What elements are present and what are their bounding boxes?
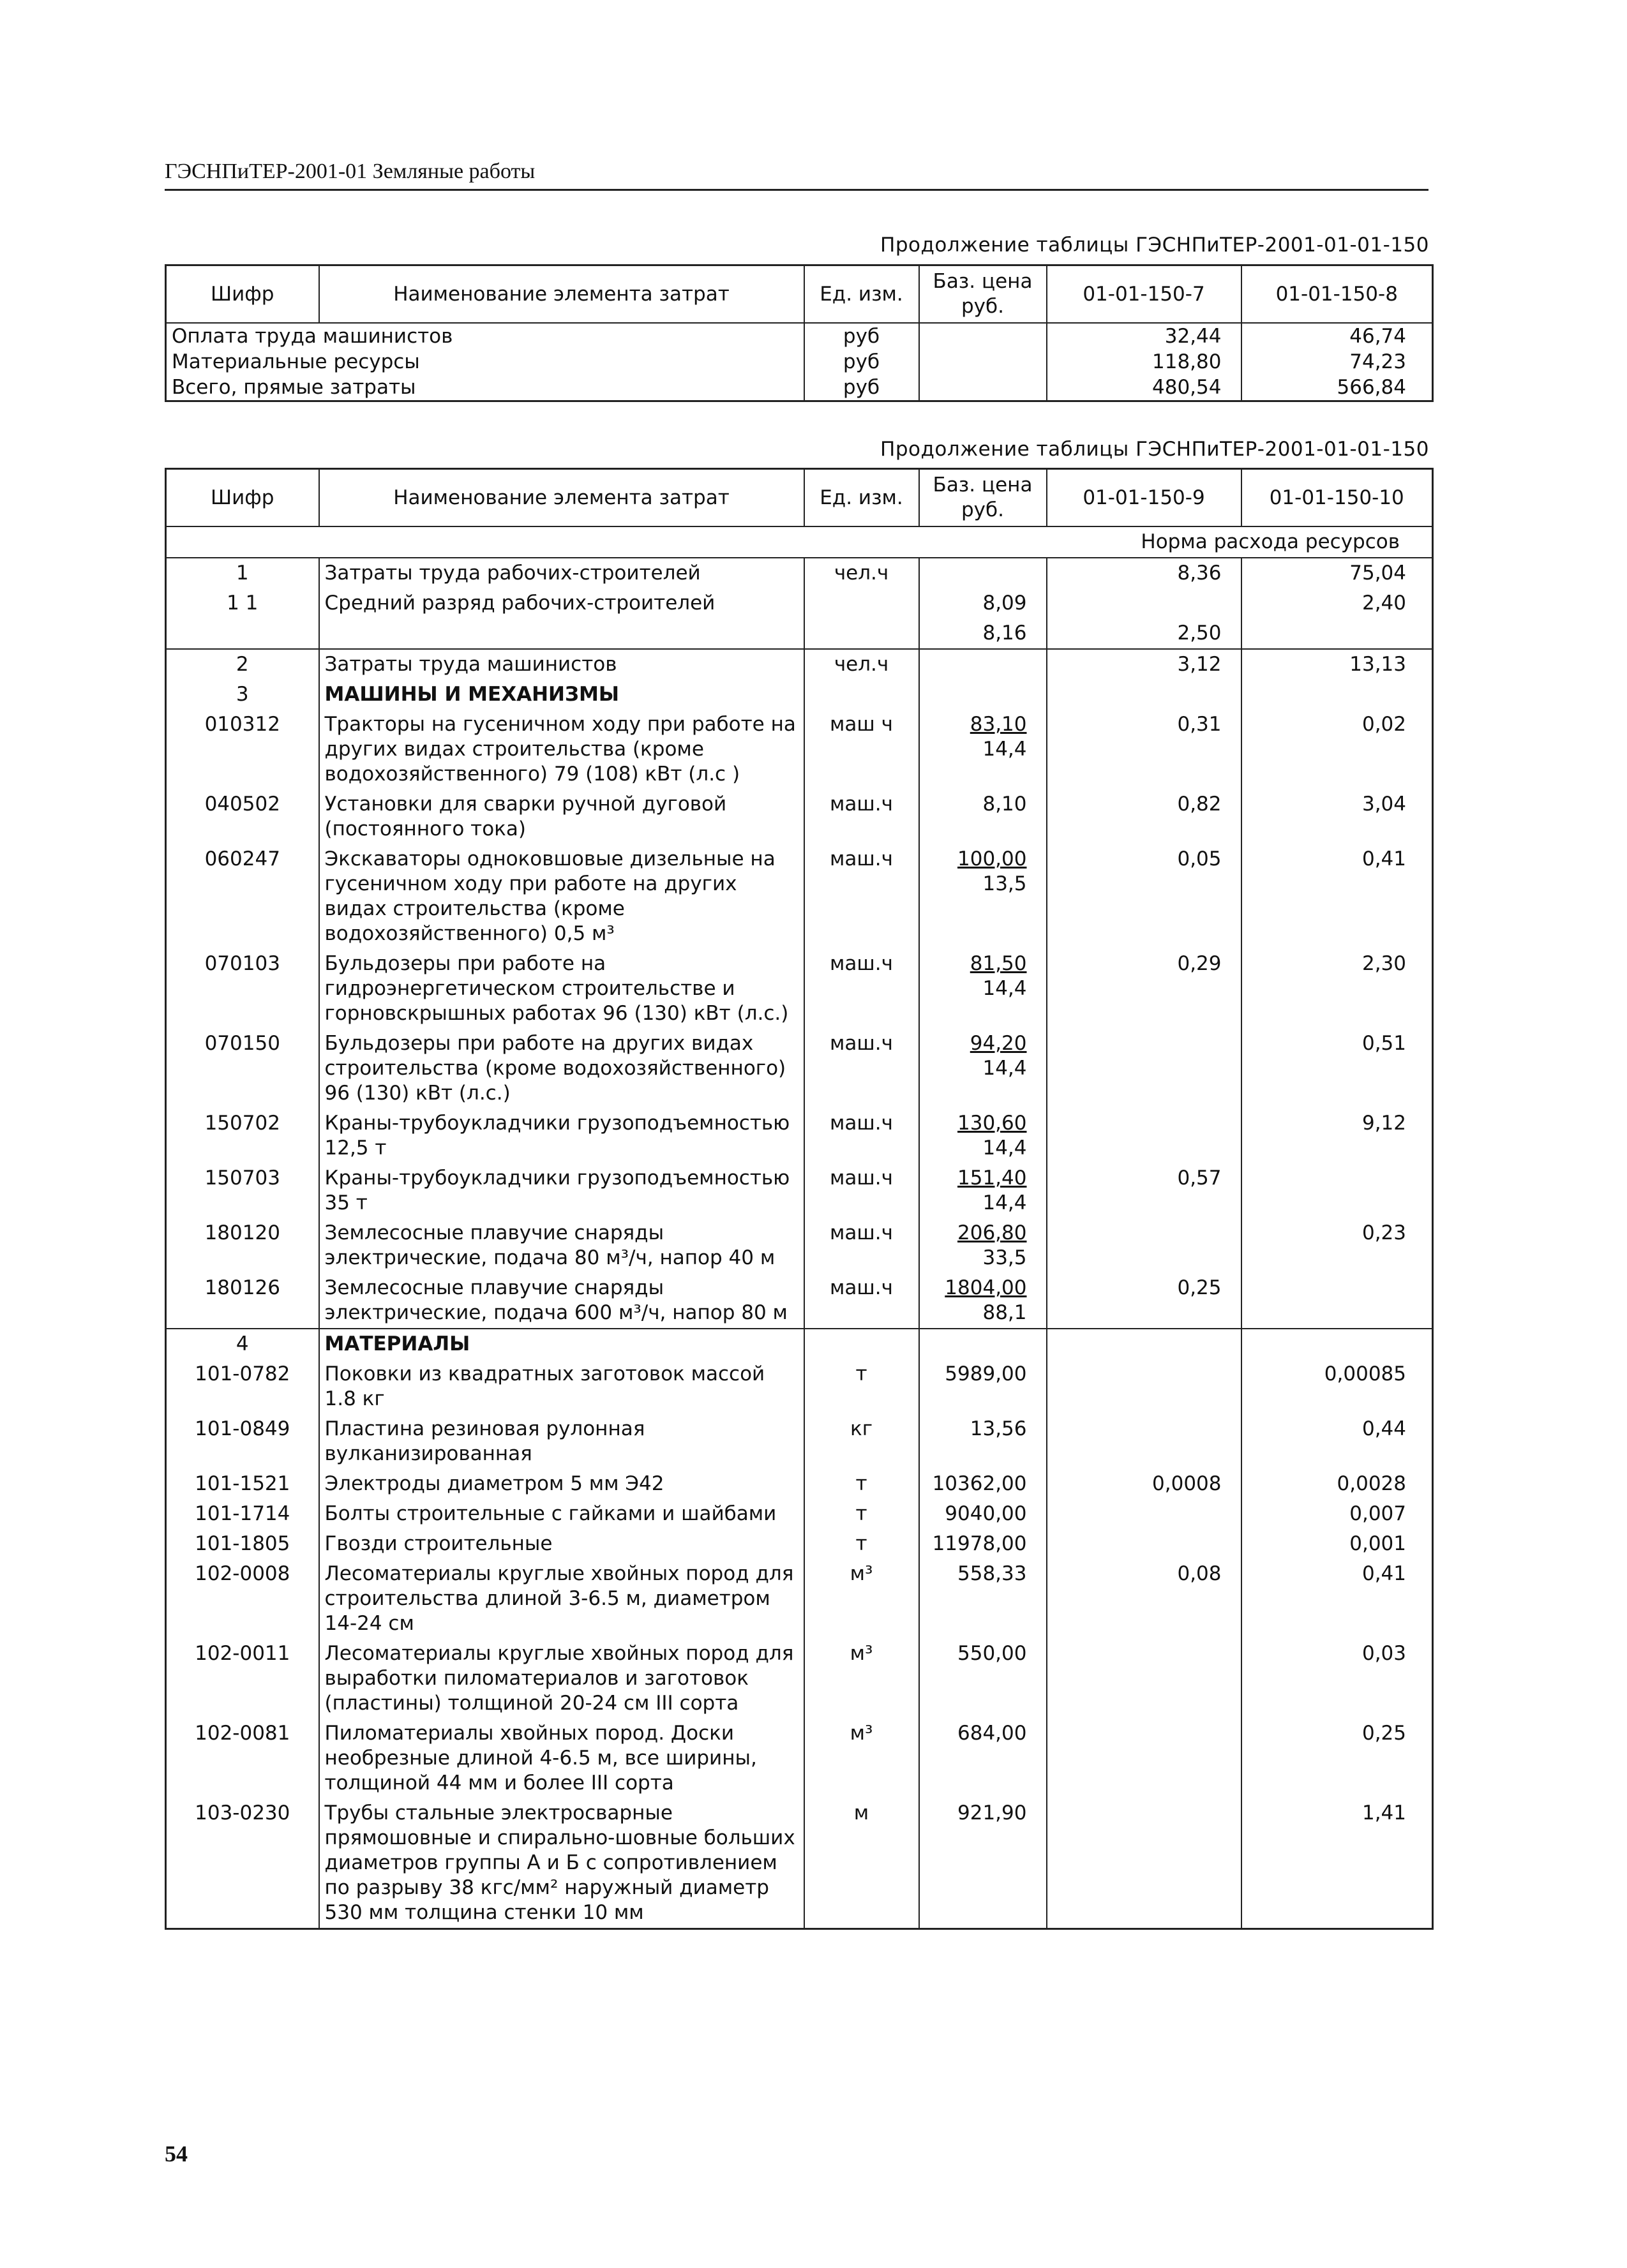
row-price [919,949,1047,1029]
row-price [919,680,1047,710]
row-value-1: 480,54 [1047,375,1241,401]
row-value-1 [1047,1359,1241,1414]
row-price [919,1108,1047,1163]
row-value-2 [1241,618,1433,649]
row-unit [804,618,919,649]
row-unit: маш.ч [804,1273,919,1329]
row-price [919,1639,1047,1719]
price-value: 206,80 [957,1221,1027,1244]
row-value-1: 0,08 [1047,1559,1241,1639]
row-value-1: 3,12 [1047,649,1241,680]
table-row [166,1499,1433,1529]
row-unit: маш.ч [804,949,919,1029]
table-row [166,1469,1433,1499]
row-code: 103-0230 [195,1802,290,1824]
row-value-1: 8,36 [1047,558,1241,588]
row-value-1 [1047,1029,1241,1108]
table-row [166,323,1433,349]
row-unit: м³ [804,1639,919,1719]
price-value: 921,90 [957,1802,1027,1824]
row-code: 102-0011 [195,1642,290,1665]
row-value-2: 2,40 [1241,588,1433,618]
row-price [919,323,1047,349]
col-header-name: Наименование элемента затрат [319,265,804,324]
col-header-v2: 01-01-150-8 [1241,265,1433,324]
row-code: 180126 [204,1276,280,1299]
row-value-1 [1047,1798,1241,1929]
table-row [166,1163,1433,1218]
table1-summary [165,264,1434,402]
col-header-name: Наименование элемента затрат [319,469,804,527]
row-price [919,1798,1047,1929]
table2-caption: Продолжение таблицы ГЭСНПиТЕР-2001-01-01-150 [880,438,1429,461]
table-row [166,588,1433,618]
table-row [166,1218,1433,1273]
col-header-unit: Ед. изм. [804,265,919,324]
row-price [919,1273,1047,1329]
row-value-1 [1047,1218,1241,1273]
row-price [919,1559,1047,1639]
row-name: МАТЕРИАЛЫ [319,1329,804,1359]
row-value-1: 0,05 [1047,844,1241,949]
row-name: Установки для сварки ручной дуговой (постоянного тока) [319,789,804,844]
row-name: Оплата труда машинистов [172,325,453,348]
table-row [166,789,1433,844]
row-name: Гвозди строительные [319,1529,804,1559]
table-row [166,558,1433,588]
row-code: 102-0081 [195,1722,290,1745]
row-name: Краны-трубоукладчики грузоподъемностью 35 т [319,1163,804,1218]
row-value-2: 0,02 [1241,710,1433,789]
row-code: 4 [236,1332,249,1355]
price-value: 558,33 [957,1562,1027,1585]
row-value-2: 9,12 [1241,1108,1433,1163]
row-code: 010312 [204,713,280,736]
col-header-code: Шифр [166,265,319,324]
table-row [166,1414,1433,1469]
row-price [919,588,1047,618]
price-secondary: 14,4 [982,1057,1027,1080]
table-row [166,1029,1433,1108]
row-unit: м³ [804,1719,919,1798]
row-price [919,1359,1047,1414]
row-name: Затраты труда машинистов [319,649,804,680]
table2-header-row [166,469,1433,527]
row-value-2 [1241,1273,1433,1329]
row-unit: т [804,1469,919,1499]
row-name: Трубы стальные электросварные прямошовные и спирально-шовные больших диаметров группы А и Б с сопротивлением по разрыву 38 кгс/мм² наружный диаметр 530 мм толщина стенки 10 мм [319,1798,804,1929]
row-code: 150703 [204,1167,280,1190]
row-value-2: 0,0028 [1241,1469,1433,1499]
price-secondary: 88,1 [982,1301,1027,1324]
row-price [919,1163,1047,1218]
price-value: 8,09 [982,592,1027,615]
row-value-2 [1241,1329,1433,1359]
row-name: Средний разряд рабочих-строителей [319,588,804,618]
row-unit [804,1329,919,1359]
row-unit [804,680,919,710]
row-value-1 [1047,1639,1241,1719]
row-value-1: 0,57 [1047,1163,1241,1218]
row-code: 060247 [204,847,280,870]
row-value-1: 118,80 [1047,349,1241,375]
row-name [319,618,804,649]
price-value: 11978,00 [932,1532,1027,1555]
row-value-1 [1047,588,1241,618]
row-value-2: 46,74 [1241,323,1433,349]
table-row [166,1559,1433,1639]
row-name: Пиломатериалы хвойных пород. Доски необрезные длиной 4-6.5 м, все ширины, толщиной 44 мм и более III сорта [319,1719,804,1798]
row-price [919,1029,1047,1108]
row-unit: м³ [804,1559,919,1639]
row-name: Затраты труда рабочих-строителей [319,558,804,588]
col-header-price: Баз. цена руб. [919,265,1047,324]
price-secondary: 14,4 [982,977,1027,1000]
price-value: 684,00 [957,1722,1027,1745]
norm-label-row [166,526,1433,558]
row-unit: маш.ч [804,1029,919,1108]
table-row [166,649,1433,680]
row-price [919,375,1047,401]
row-name: Землесосные плавучие снаряды электрические, подача 600 м³/ч, напор 80 м [319,1273,804,1329]
row-value-1: 0,29 [1047,949,1241,1029]
row-price [919,349,1047,375]
price-value: 550,00 [957,1642,1027,1665]
price-secondary: 14,4 [982,1137,1027,1160]
row-code: 1 1 [227,592,259,615]
row-name: Экскаваторы одноковшовые дизельные на гусеничном ходу при работе на других видах строительства (кроме водохозяйственного) 0,5 м³ [319,844,804,949]
row-value-1 [1047,1719,1241,1798]
row-name: Тракторы на гусеничном ходу при работе на других видах строительства (кроме водохозяйственного) 79 (108) кВт (л.с ) [319,710,804,789]
price-value: 8,16 [982,622,1027,645]
table-row [166,1273,1433,1329]
price-secondary: 14,4 [982,738,1027,761]
row-unit: маш.ч [804,789,919,844]
row-value-1 [1047,1329,1241,1359]
row-value-2: 0,007 [1241,1499,1433,1529]
row-value-2: 0,00085 [1241,1359,1433,1414]
table-row [166,1798,1433,1929]
row-value-1: 0,31 [1047,710,1241,789]
table-row [166,710,1433,789]
table-row [166,349,1433,375]
row-price [919,1414,1047,1469]
row-value-2: 0,44 [1241,1414,1433,1469]
row-unit: т [804,1529,919,1559]
row-value-1 [1047,1529,1241,1559]
running-header: ГЭСНПиТЕР-2001-01 Земляные работы [165,160,1428,191]
row-price [919,649,1047,680]
row-unit: маш.ч [804,1218,919,1273]
row-code: 180120 [204,1221,280,1244]
table-row [166,1329,1433,1359]
row-value-1 [1047,680,1241,710]
row-unit: руб [804,349,919,375]
price-value: 151,40 [957,1167,1027,1190]
row-unit: чел.ч [804,649,919,680]
table1-caption: Продолжение таблицы ГЭСНПиТЕР-2001-01-01-150 [880,234,1429,257]
row-price [919,1329,1047,1359]
row-value-1: 2,50 [1047,618,1241,649]
row-unit: чел.ч [804,558,919,588]
row-name: МАШИНЫ И МЕХАНИЗМЫ [319,680,804,710]
table-row [166,1639,1433,1719]
row-code: 101-0849 [195,1417,290,1440]
table-row [166,844,1433,949]
row-unit: руб [804,375,919,401]
row-code: 040502 [204,793,280,816]
price-secondary: 14,4 [982,1191,1027,1214]
row-price [919,1529,1047,1559]
row-value-2: 0,51 [1241,1029,1433,1108]
row-name: Бульдозеры при работе на других видах строительства (кроме водохозяйственного) 96 (130) кВт (л.с.) [319,1029,804,1108]
norm-label: Норма расхода ресурсов [166,526,1433,558]
row-unit [804,588,919,618]
row-code: 070150 [204,1032,280,1055]
row-value-2: 566,84 [1241,375,1433,401]
table-row [166,618,1433,649]
price-secondary: 33,5 [982,1246,1027,1269]
row-unit: т [804,1499,919,1529]
table-row [166,1529,1433,1559]
row-name: Поковки из квадратных заготовок массой 1.8 кг [319,1359,804,1414]
row-price [919,618,1047,649]
row-value-2: 2,30 [1241,949,1433,1029]
table-row [166,1108,1433,1163]
row-value-1 [1047,1414,1241,1469]
price-value: 13,56 [970,1417,1027,1440]
row-unit: маш.ч [804,844,919,949]
col-header-price: Баз. цена руб. [919,469,1047,527]
row-price [919,1218,1047,1273]
price-value: 100,00 [957,847,1027,870]
row-code: 3 [236,683,249,706]
row-code: 150702 [204,1112,280,1135]
col-header-unit: Ед. изм. [804,469,919,527]
price-secondary: 13,5 [982,872,1027,895]
row-name: Материальные ресурсы [172,350,420,373]
row-name: Краны-трубоукладчики грузоподъемностью 12,5 т [319,1108,804,1163]
row-name: Пластина резиновая рулонная вулканизированная [319,1414,804,1469]
row-value-1: 0,0008 [1047,1469,1241,1499]
row-code: 070103 [204,952,280,975]
row-name: Болты строительные с гайками и шайбами [319,1499,804,1529]
row-unit: кг [804,1414,919,1469]
row-value-2: 0,23 [1241,1218,1433,1273]
row-code [166,618,319,649]
row-code: 2 [236,653,249,676]
page-number: 54 [165,2141,188,2167]
table-row [166,680,1433,710]
row-value-1: 0,25 [1047,1273,1241,1329]
row-value-2: 0,41 [1241,844,1433,949]
row-price [919,558,1047,588]
price-value: 5989,00 [945,1362,1027,1385]
price-value: 130,60 [957,1112,1027,1135]
row-price [919,789,1047,844]
row-value-1 [1047,1108,1241,1163]
row-value-2: 13,13 [1241,649,1433,680]
row-name: Бульдозеры при работе на гидроэнергетическом строительстве и горновскрышных работах 96 (130) кВт (л.с.) [319,949,804,1029]
table1-header-row [166,265,1433,324]
row-price [919,710,1047,789]
row-value-1: 32,44 [1047,323,1241,349]
row-name: Землесосные плавучие снаряды электрические, подача 80 м³/ч, напор 40 м [319,1218,804,1273]
row-price [919,1469,1047,1499]
col-header-code: Шифр [166,469,319,527]
row-unit: руб [804,323,919,349]
row-value-2: 75,04 [1241,558,1433,588]
row-code: 102-0008 [195,1562,290,1585]
col-header-v1: 01-01-150-7 [1047,265,1241,324]
price-value: 94,20 [970,1032,1027,1055]
table1-body [166,323,1433,401]
row-value-2: 1,41 [1241,1798,1433,1929]
table2-resources [165,468,1434,1930]
table-row [166,949,1433,1029]
table-row [166,375,1433,401]
price-value: 81,50 [970,952,1027,975]
row-value-2: 0,25 [1241,1719,1433,1798]
row-code: 101-1521 [195,1472,290,1495]
row-value-2 [1241,1163,1433,1218]
row-value-2: 0,41 [1241,1559,1433,1639]
price-value: 83,10 [970,713,1027,736]
price-value: 1804,00 [945,1276,1027,1299]
price-value: 10362,00 [932,1472,1027,1495]
price-value: 9040,00 [945,1502,1027,1525]
row-name: Всего, прямые затраты [172,376,416,399]
row-unit: маш.ч [804,1163,919,1218]
row-price [919,844,1047,949]
row-value-1: 0,82 [1047,789,1241,844]
row-code: 1 [236,562,249,585]
table-row [166,1719,1433,1798]
row-name: Лесоматериалы круглые хвойных пород для выработки пиломатериалов и заготовок (пластины) толщиной 20-24 см III сорта [319,1639,804,1719]
table-row [166,1359,1433,1414]
row-price [919,1499,1047,1529]
price-value: 8,10 [982,793,1027,816]
col-header-v2: 01-01-150-10 [1241,469,1433,527]
row-unit: маш.ч [804,1108,919,1163]
col-header-v1: 01-01-150-9 [1047,469,1241,527]
row-name: Электроды диаметром 5 мм Э42 [319,1469,804,1499]
row-value-2: 0,001 [1241,1529,1433,1559]
row-name: Лесоматериалы круглые хвойных пород для строительства длиной 3-6.5 м, диаметром 14-24 см [319,1559,804,1639]
table2-body [166,558,1433,1929]
row-code: 101-1714 [195,1502,290,1525]
row-price [919,1719,1047,1798]
row-value-2: 0,03 [1241,1639,1433,1719]
row-value-2 [1241,680,1433,710]
row-value-2: 74,23 [1241,349,1433,375]
row-code: 101-1805 [195,1532,290,1555]
row-code: 101-0782 [195,1362,290,1385]
row-unit: м [804,1798,919,1929]
row-unit: т [804,1359,919,1414]
row-unit: маш ч [804,710,919,789]
row-value-1 [1047,1499,1241,1529]
row-value-2: 3,04 [1241,789,1433,844]
